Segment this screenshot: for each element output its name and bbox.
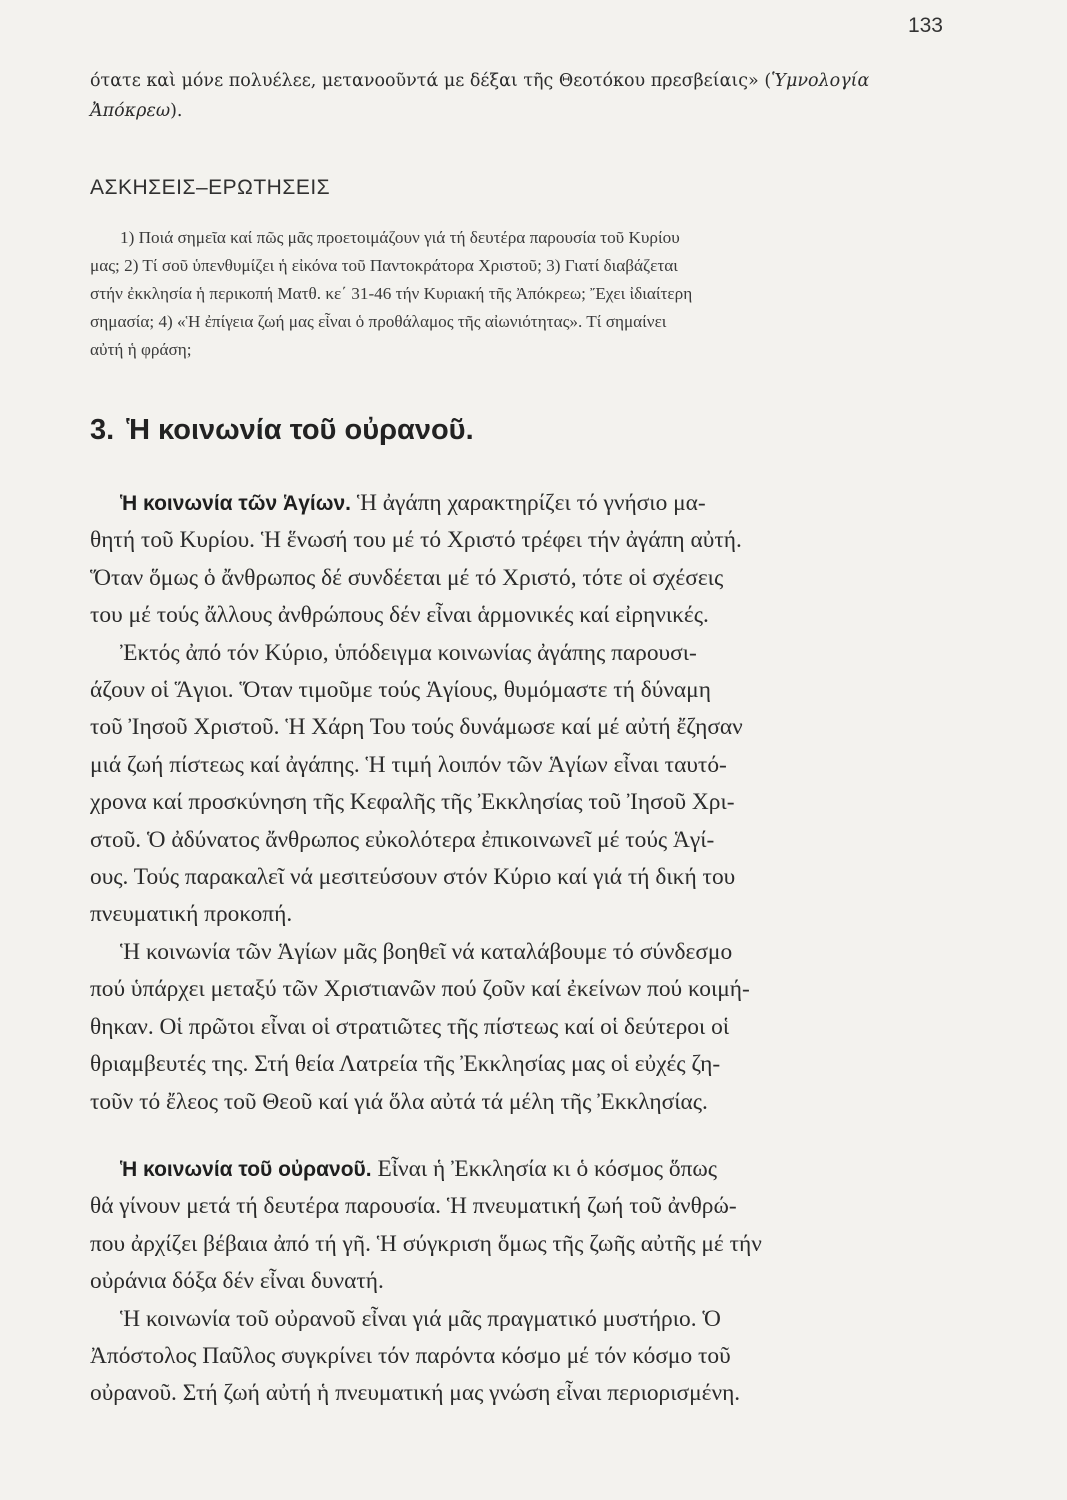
section-number: 3. <box>90 414 115 446</box>
exercise-line: μας; 2) Τί σοῦ ὑπενθυμίζει ἡ εἰκόνα τοῦ Παντοκράτορα Χριστοῦ; 3) Γιατί διαβάζεται <box>90 256 678 275</box>
exercise-line: αὐτή ἡ φράση; <box>90 340 192 359</box>
paragraph-line: χρονα καί προσκύνηση τῆς Κεφαλῆς τῆς Ἐκκλησίας τοῦ Ἰησοῦ Χρι- <box>90 789 735 816</box>
intro-end: ). <box>170 101 183 121</box>
paragraph-line: άζουν οἱ Ἅγιοι. Ὅταν τιμοῦμε τούς Ἁγίους, θυμόμαστε τή δύναμη <box>90 677 711 704</box>
paragraph-line: θριαμβευτές της. Στή θεία Λατρεία τῆς Ἐκκλησίας μας οἱ εὐχές ζη- <box>90 1051 721 1078</box>
paragraph-line: Ἀπόστολος Παῦλος συγκρίνει τόν παρόντα κόσμο μέ τόν κόσμο τοῦ <box>90 1342 731 1369</box>
paragraph-line: του μέ τούς ἄλλους ἀνθρώπους δέν εἶναι ἁρμονικές καί εἰρηνικές. <box>90 602 709 629</box>
paragraph-heavenly-mystery <box>90 1301 958 1413</box>
page-number: 133 <box>907 14 943 37</box>
body-text <box>90 485 958 1413</box>
paragraph-line: μιά ζωή πίστεως καί ἀγάπης. Ἡ τιμή λοιπόν τῶν Ἁγίων εἶναι ταυτό- <box>90 751 727 778</box>
exercise-line: στήν ἐκκλησία ἡ περικοπή Ματθ. κε΄ 31-46 τήν Κυριακή τῆς Ἀπόκρεω; Ἔχει ἰδιαίτερη <box>90 284 693 303</box>
paragraph-saints-example <box>90 635 958 934</box>
paragraph-line: Ὅταν ὅμως ὁ ἄνθρωπος δέ συνδέεται μέ τό Χριστό, τότε οἱ σχέσεις <box>90 564 724 591</box>
exercises-questions <box>90 224 958 364</box>
source-title-continued: Ἀπόκρεω <box>90 101 171 121</box>
paragraph-text: Ἡ ἀγάπη χαρακτηρίζει τό γνήσιο μα- <box>350 490 706 516</box>
paragraph-line: θητή τοῦ Κυρίου. Ἡ ἕνωσή του μέ τό Χριστό τρέφει τήν ἀγάπη αὐτή. <box>90 527 742 554</box>
paragraph-line: θηκαν. Οἱ πρῶτοι εἶναι οἱ στρατιῶτες τῆς πίστεως καί οἱ δεύτεροι οἱ <box>90 1013 730 1040</box>
paragraph-line <box>90 485 958 522</box>
paragraph-communion-of-saints <box>90 485 958 635</box>
intro-line <box>90 66 958 96</box>
source-title: Ὑμνολογία <box>771 71 870 91</box>
paragraph-text: Εἶναι ἡ Ἐκκλησία κι ὁ κόσμος ὅπως <box>371 1155 718 1182</box>
hymn-quote-ending <box>90 66 958 126</box>
page-content <box>90 66 958 1413</box>
paragraph-line: στοῦ. Ὁ ἀδύνατος ἄνθρωπος εὐκολότερα ἐπικοινωνεῖ μέ τούς Ἁγί- <box>90 826 715 853</box>
paragraph-line: Ἡ κοινωνία τοῦ οὐρανοῦ εἶναι γιά μᾶς πραγματικό μυστήριο. Ὁ <box>120 1305 721 1332</box>
paragraph-bond-of-christians <box>90 934 958 1121</box>
paragraph-communion-of-heaven <box>90 1151 958 1301</box>
paragraph-line: ους. Τούς παρακαλεῖ νά μεσιτεύσουν στόν Κύριο καί γιά τή δική του <box>90 864 736 891</box>
paragraph-lead: Ἡ κοινωνία τῶν Ἁγίων. <box>120 492 351 515</box>
intro-text: ότατε καὶ μόνε πολυέλεε, μετανοοῦντά με δέξαι τῆς Θεοτόκου πρεσβείαις» ( <box>90 71 772 91</box>
paragraph-line: τοῦν τό ἔλεος τοῦ Θεοῦ καί γιά ὅλα αὐτά τά μέλη τῆς Ἐκκλησίας. <box>90 1088 708 1115</box>
paragraph-line: Ἡ κοινωνία τῶν Ἁγίων μᾶς βοηθεῖ νά καταλάβουμε τό σύνδεσμο <box>120 938 733 965</box>
intro-line <box>90 96 958 126</box>
paragraph-line: οὐράνια δόξα δέν εἶναι δυνατή. <box>90 1268 384 1295</box>
paragraph-line <box>90 1151 958 1188</box>
section-title: Ἡ κοινωνία τοῦ οὐρανοῦ. <box>126 414 474 446</box>
paragraph-line: που ἀρχίζει βέβαια ἀπό τή γῆ. Ἡ σύγκριση ὅμως τῆς ζωῆς αὐτῆς μέ τήν <box>90 1230 762 1257</box>
paragraph-line: θά γίνουν μετά τή δευτέρα παρουσία. Ἡ πνευματική ζωή τοῦ ἀνθρώ- <box>90 1193 737 1220</box>
paragraph-line: οὐρανοῦ. Στή ζωή αὐτή ἡ πνευματική μας γνώση εἶναι περιορισμένη. <box>90 1380 741 1407</box>
paragraph-lead: Ἡ κοινωνία τοῦ οὐρανοῦ. <box>120 1157 372 1181</box>
exercise-line: 1) Ποιά σημεῖα καί πῶς μᾶς προετοιμάζουν γιά τή δευτέρα παρουσία τοῦ Κυρίου <box>120 228 680 247</box>
paragraph-line: Ἐκτός ἀπό τόν Κύριο, ὑπόδειγμα κοινωνίας ἀγάπης παρουσι- <box>120 639 697 666</box>
paragraph-line: πνευματική προκοπή. <box>90 901 293 928</box>
paragraph-line: πού ὑπάρχει μεταξύ τῶν Χριστιανῶν πού ζοῦν καί ἐκείνων πού κοιμή- <box>90 976 750 1003</box>
exercise-line: σημασία; 4) «Ἡ ἐπίγεια ζωή μας εἶναι ὁ προθάλαμος τῆς αἰωνιότητας». Τί σημαίνει <box>90 312 667 331</box>
section-heading <box>90 414 958 447</box>
paragraph-line: τοῦ Ἰησοῦ Χριστοῦ. Ἡ Χάρη Του τούς δυνάμωσε καί μέ αὐτή ἔζησαν <box>90 714 743 741</box>
exercises-title: ΑΣΚΗΣΕΙΣ–ΕΡΩΤΗΣΕΙΣ <box>90 176 331 199</box>
